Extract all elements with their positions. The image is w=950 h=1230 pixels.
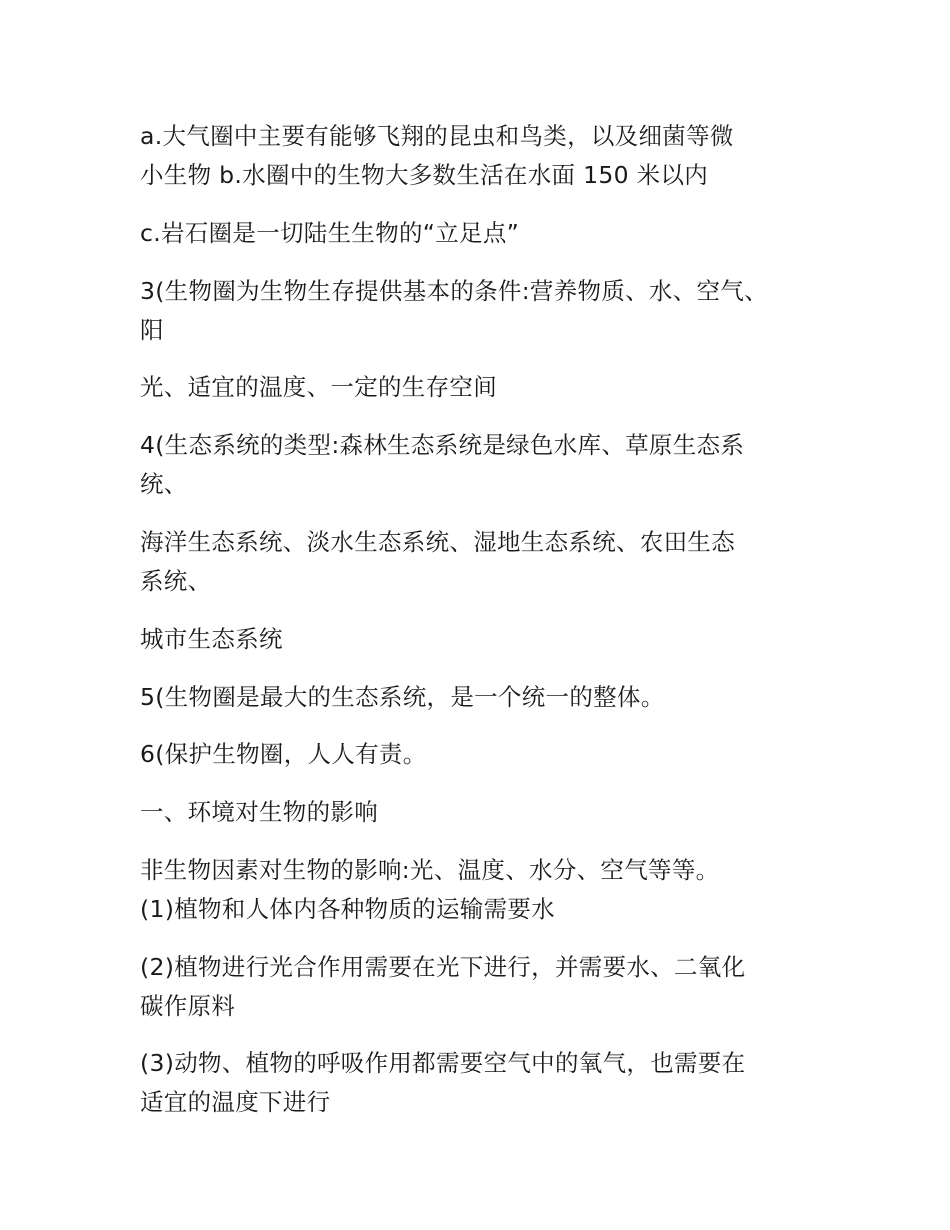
text-line: 统、	[140, 470, 188, 498]
text-line: 光、适宜的温度、一定的生存空间	[140, 373, 497, 401]
text-line: 适宜的温度下进行	[140, 1088, 331, 1116]
text-line: (2)植物进行光合作用需要在光下进行，并需要水、二氧化	[140, 953, 746, 981]
text-line: a.大气圈中主要有能够飞翔的昆虫和鸟类，以及细菌等微	[140, 122, 734, 150]
text-line: 小生物 b.水圈中的生物大多数生活在水面 150 米以内	[140, 161, 709, 189]
text-line: 3(生物圈为生物生存提供基本的条件:营养物质、水、空气、	[140, 277, 768, 305]
text-line: 城市生态系统	[140, 625, 283, 653]
text-line: 非生物因素对生物的影响:光、温度、水分、空气等等。	[140, 856, 720, 884]
text-line: 阳	[140, 316, 164, 344]
text-line: (3)动物、植物的呼吸作用都需要空气中的氧气，也需要在	[140, 1049, 746, 1077]
text-line: 5(生物圈是最大的生态系统，是一个统一的整体。	[140, 683, 665, 711]
text-line: 系统、	[140, 567, 212, 595]
section-heading: 一、环境对生物的影响	[140, 798, 378, 826]
text-line: 海洋生态系统、淡水生态系统、湿地生态系统、农田生态	[140, 528, 735, 556]
text-line: 6(保护生物圈，人人有责。	[140, 740, 427, 768]
text-line: c.岩石圈是一切陆生生物的“立足点”	[140, 219, 520, 247]
text-line: 4(生态系统的类型:森林生态系统是绿色水库、草原生态系	[140, 431, 745, 459]
text-line: (1)植物和人体内各种物质的运输需要水	[140, 895, 555, 923]
text-line: 碳作原料	[140, 992, 236, 1020]
